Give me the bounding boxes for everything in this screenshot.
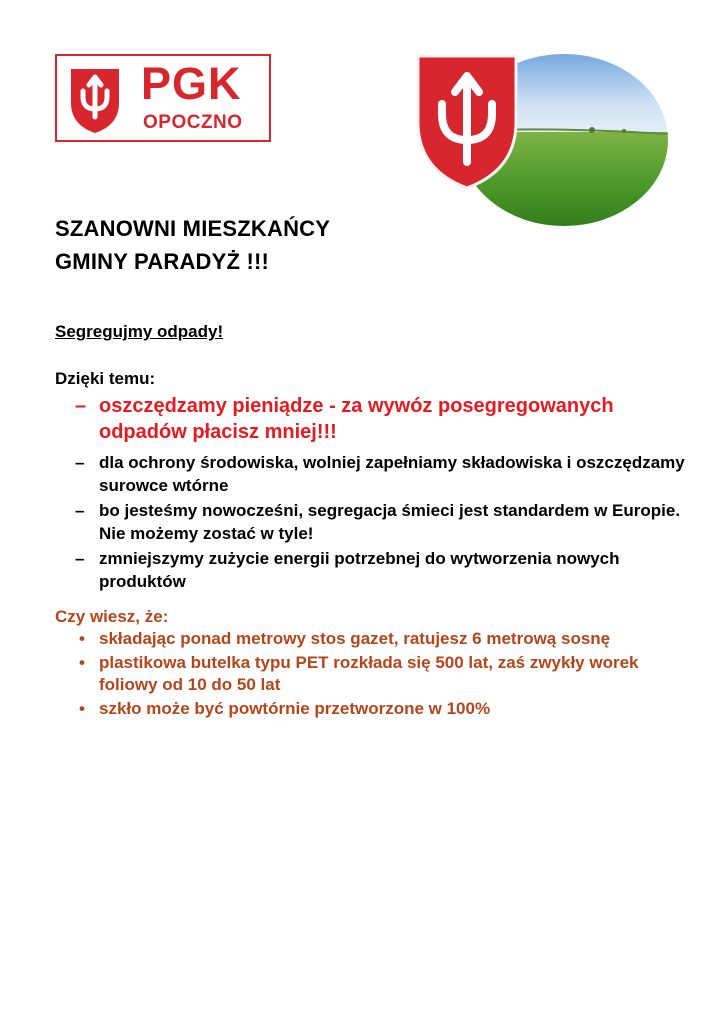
fact-text: szkło może być powtórnie przetworzone w 100% <box>99 699 491 718</box>
logo-city-text: OPOCZNO <box>143 112 243 133</box>
reasons-list <box>55 393 685 595</box>
coat-of-arms-icon <box>67 63 123 135</box>
list-item <box>55 628 675 650</box>
list-item <box>55 698 675 720</box>
list-item: – zmniejszymy zużycie energii potrzebnej do wytworzenia nowych produktów <box>75 549 620 591</box>
title-line-1: SZANOWNI MIESZKAŃCY <box>55 216 331 241</box>
bullet-icon: • <box>79 699 85 718</box>
reason-text: dla ochrony środowiska, wolniej zapełniamy składowiska i oszczędzamy surowce wtórne <box>99 453 685 495</box>
reason-text: bo jesteśmy nowocześni, segregacja śmieci jest standardem w Europie. Nie możemy zostać w tyle! <box>99 501 681 543</box>
list-item: – dla ochrony środowiska, wolniej zapełniamy składowiska i oszczędzamy surowce wtórne <box>75 453 685 495</box>
bullet-icon: • <box>79 653 85 672</box>
facts-list <box>55 628 675 722</box>
list-item: – oszczędzamy pieniądze - za wywóz posegregowanych odpadów płacisz mniej!!! <box>75 395 614 443</box>
fact-text: plastikowa butelka typu PET rozkłada się 500 lat, zaś zwykły worek foliowy od 10 do 50 lat <box>99 653 639 694</box>
fact-text: składając ponad metrowy stos gazet, ratujesz 6 metrową sosnę <box>99 629 611 648</box>
title-line-2: GMINY PARADYŻ !!! <box>55 249 270 274</box>
page-title <box>55 212 330 278</box>
reason-text: zmniejszymy zużycie energii potrzebnej do wytworzenia nowych produktów <box>99 549 620 591</box>
field-photo-with-coat-of-arms <box>414 50 668 226</box>
list-item: – bo jesteśmy nowocześni, segregacja śmieci jest standardem w Europie. Nie możemy zostać w tyle! <box>75 501 681 543</box>
pgk-logo <box>55 54 271 142</box>
did-you-know-title: Czy wiesz, że: <box>55 607 169 626</box>
bullet-icon: • <box>79 629 85 648</box>
reason-text: oszczędzamy pieniądze - za wywóz posegregowanych odpadów płacisz mniej!!! <box>99 395 614 443</box>
logo-brand-text: PGK <box>141 58 242 109</box>
subheading: Segregujmy odpady! <box>55 322 224 341</box>
intro-text: Dzięki temu: <box>55 369 156 388</box>
list-item <box>55 652 675 696</box>
